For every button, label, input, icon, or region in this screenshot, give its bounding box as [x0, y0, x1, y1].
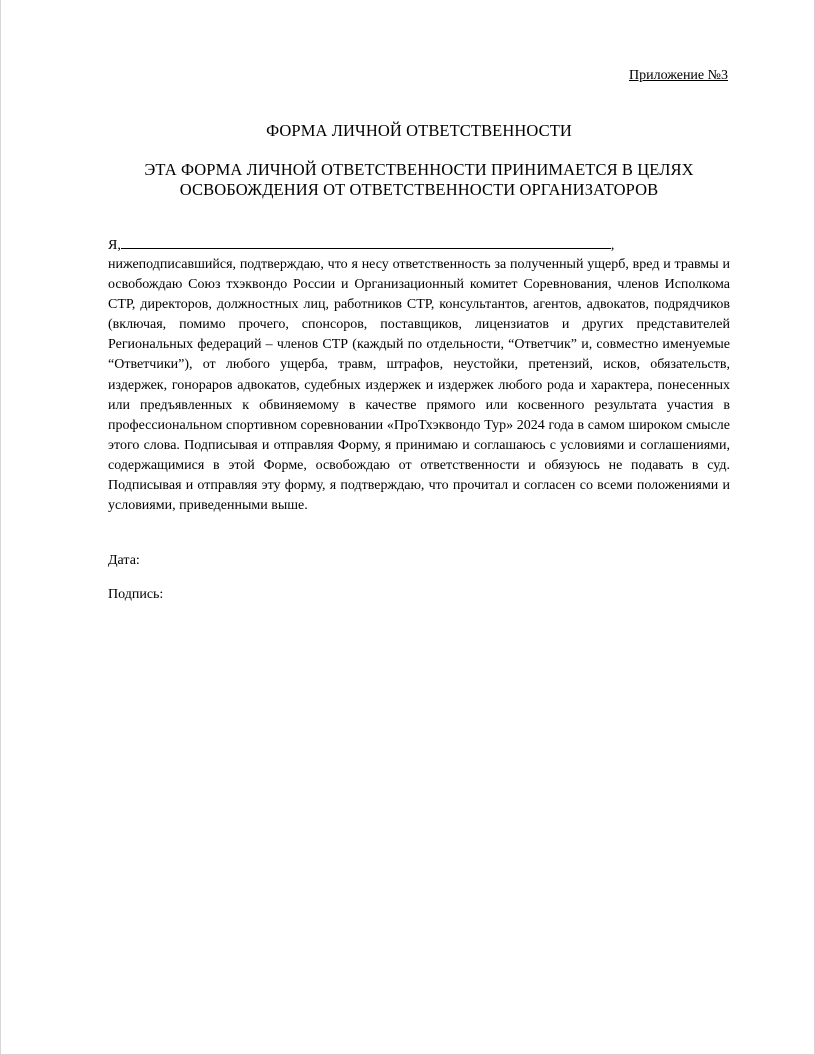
name-prefix: Я, — [108, 238, 121, 253]
signature-label: Подпись: — [108, 587, 164, 602]
form-title: ФОРМА ЛИЧНОЙ ОТВЕТСТВЕННОСТИ — [266, 121, 572, 140]
liability-body-text: нижеподписавшийся, подтверждаю, что я несу ответственность за полученный ущерб, вред и травмы и освобождаю Союз тхэквондо России и Организационный комитет Соревнования, членов Исполкома СТР, директоров, должностных лиц, работников СТР, консультантов, агентов, адвокатов, подрядчиков (включая, помимо прочего, спонсоров, поставщиков, лицензиатов и других представителей Региональных федераций – членов СТР (каждый по отдельности, “Ответчик” и, совместно именуемые “Ответчики”), от любого ущерба, травм, штрафов, неустойки, претензий, исков, обязательств, издержек, гонораров адвокатов, судебных издержек и издержек любого рода и характера, понесенных или предъявленных к обвиняемому в качестве прямого или косвенного результата участия в профессиональном спортивном соревновании «ПроТхэквондо Тур» 2024 года в самом широком смысле этого слова. Подписывая и отправляя Форму, я принимаю и соглашаюсь с условиями и соглашениями, содержащимися в этой Форме, освобождаю от ответственности и обязуюсь не подавать в суд. Подписывая и отправляя эту форму, я подтверждаю, что прочитал и согласен со всеми положениями и условиями, приведенными выше. — [108, 257, 730, 514]
form-subtitle — [108, 160, 730, 200]
name-blank-field — [121, 236, 611, 249]
form-subtitle-line-1: ЭТА ФОРМА ЛИЧНОЙ ОТВЕТСТВЕННОСТИ ПРИНИМАЕТСЯ В ЦЕЛЯХ — [144, 160, 694, 179]
date-label: Дата: — [108, 553, 140, 568]
form-subtitle-line-2: ОСВОБОЖДЕНИЯ ОТ ОТВЕТСТВЕННОСТИ ОРГАНИЗАТОРОВ — [179, 180, 659, 199]
name-line — [108, 236, 614, 254]
name-suffix: , — [610, 238, 615, 253]
appendix-label: Приложение №3 — [629, 68, 728, 83]
